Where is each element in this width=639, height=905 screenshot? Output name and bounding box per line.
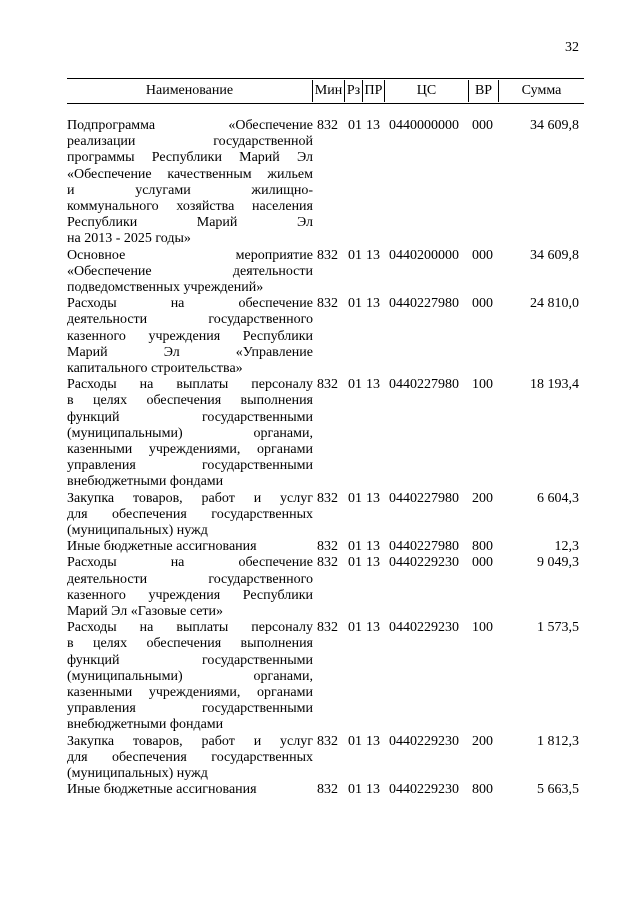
cell-rz: 01 [348,782,362,798]
cell-vr: 000 [472,296,493,312]
row-name [67,491,313,540]
cell-pr: 13 [366,539,380,555]
row-name-line: (муниципальных) нужд [67,522,208,538]
row-name-line: для обеспечения государственных [67,749,313,765]
table-top-rule [67,78,584,79]
row-name-line: Закупка товаров, работ и услуг [67,733,313,749]
cell-cs: 0440200000 [389,247,459,263]
row-name-line: управления государственными [67,701,313,717]
row-name [67,555,313,620]
cell-min: 832 [317,296,338,312]
row-name-line: Основное мероприятие [67,247,313,263]
cell-vr: 800 [472,539,493,555]
cell-pr: 13 [366,118,380,133]
cell-cs: 0440227980 [389,296,459,312]
cell-min: 832 [317,733,338,749]
row-name-line: казенного учреждения Республики [67,328,313,344]
row-name-line: (муниципальными) органами, [67,668,313,684]
row-name-line: казенными учреждениями, органами [67,684,313,700]
row-name-line: Республики Марий Эл [67,215,313,231]
row-name [67,377,313,490]
cell-cs: 0440000000 [389,118,459,133]
row-name-line: Расходы на выплаты персоналу [67,377,313,393]
row-name-line: (муниципальными) органами, [67,425,313,441]
row-name-line: капитального строительства» [67,360,243,376]
cell-vr: 200 [472,733,493,749]
row-name-line: управления государственными [67,458,313,474]
row-name-line: подведомственных учреждений» [67,279,264,295]
row-name-line: Марий Эл «Газовые сети» [67,603,224,619]
cell-sum: 9 049,3 [537,555,579,571]
cell-sum: 24 810,0 [530,296,579,312]
cell-vr: 100 [472,377,493,393]
cell-min: 832 [317,490,338,506]
row-name [67,734,313,783]
table-header-rule [67,103,584,104]
row-name-line: деятельности государственного [67,312,313,328]
cell-sum: 34 609,8 [530,247,579,263]
cell-pr: 13 [366,490,380,506]
cell-sum: 5 663,5 [537,782,579,798]
cell-min: 832 [317,247,338,263]
cell-vr: 000 [472,555,493,571]
cell-min: 832 [317,118,338,133]
cell-vr: 800 [472,782,493,798]
page-number: 32 [565,40,579,55]
cell-rz: 01 [348,539,362,555]
cell-sum: 1 573,5 [537,620,579,636]
header-pr: ПР [363,80,385,102]
cell-sum: 1 812,3 [537,733,579,749]
row-name-line: внебюджетными фондами [67,474,224,490]
row-name-line: Расходы на обеспечение [67,296,313,312]
cell-min: 832 [317,377,338,393]
row-name [67,782,313,798]
header-cs: ЦС [385,80,469,102]
row-name-line: казенного учреждения Республики [67,587,313,603]
cell-sum: 34 609,8 [530,118,579,133]
cell-rz: 01 [348,733,362,749]
cell-rz: 01 [348,490,362,506]
cell-min: 832 [317,539,338,555]
cell-vr: 000 [472,247,493,263]
row-name-line: Подпрограмма «Обеспечение [67,118,313,133]
row-name-line: Расходы на обеспечение [67,555,313,571]
row-name-line: казенными учреждениями, органами [67,441,313,457]
row-name-line: в целях обеспечения выполнения [67,636,313,652]
cell-pr: 13 [366,733,380,749]
header-vr: ВР [469,80,499,102]
row-name [67,620,313,733]
header-name: Наименование [67,80,313,102]
row-name [67,118,313,248]
cell-pr: 13 [366,377,380,393]
cell-sum: 6 604,3 [537,490,579,506]
cell-rz: 01 [348,296,362,312]
cell-cs: 0440229230 [389,782,459,798]
row-name-line: деятельности государственного [67,571,313,587]
cell-cs: 0440229230 [389,555,459,571]
cell-rz: 01 [348,247,362,263]
cell-min: 832 [317,782,338,798]
row-name-line: Расходы на выплаты персоналу [67,620,313,636]
cell-rz: 01 [348,377,362,393]
row-name-line: «Обеспечение деятельности [67,263,313,279]
row-name-line: реализации государственной [67,134,313,150]
row-name-line: для обеспечения государственных [67,506,313,522]
cell-min: 832 [317,620,338,636]
row-name-line: на 2013 - 2025 годы» [67,231,191,247]
cell-rz: 01 [348,555,362,571]
row-name-line: функций государственными [67,652,313,668]
cell-cs: 0440227980 [389,539,459,555]
cell-pr: 13 [366,782,380,798]
cell-cs: 0440229230 [389,620,459,636]
cell-sum: 18 193,4 [530,377,579,393]
cell-sum: 12,3 [554,539,579,555]
row-name-line: «Обеспечение качественным жильем [67,166,313,182]
row-name [67,248,313,297]
cell-cs: 0440227980 [389,377,459,393]
header-rz: Рз [345,80,363,102]
row-name-line: Марий Эл «Управление [67,344,313,360]
cell-pr: 13 [366,296,380,312]
row-name [67,539,313,555]
row-name-line: в целях обеспечения выполнения [67,393,313,409]
cell-cs: 0440227980 [389,490,459,506]
header-min: Мин [313,80,345,102]
row-name-line: функций государственными [67,409,313,425]
cell-rz: 01 [348,620,362,636]
row-name-line: Иные бюджетные ассигнования [67,782,257,798]
row-name-line: Закупка товаров, работ и услуг [67,490,313,506]
row-name-line: и услугами жилищно- [67,182,313,198]
row-name-line: внебюджетными фондами [67,717,224,733]
cell-cs: 0440229230 [389,733,459,749]
row-name-line: Иные бюджетные ассигнования [67,539,257,555]
cell-vr: 000 [472,118,493,133]
cell-min: 832 [317,555,338,571]
row-name-line: коммунального хозяйства населения [67,198,313,214]
row-name-line: программы Республики Марий Эл [67,150,313,166]
cell-pr: 13 [366,555,380,571]
header-sum: Сумма [521,83,562,98]
cell-pr: 13 [366,247,380,263]
row-name-line: (муниципальных) нужд [67,765,208,781]
cell-vr: 100 [472,620,493,636]
cell-pr: 13 [366,620,380,636]
cell-rz: 01 [348,118,362,133]
cell-vr: 200 [472,490,493,506]
row-name [67,296,313,377]
